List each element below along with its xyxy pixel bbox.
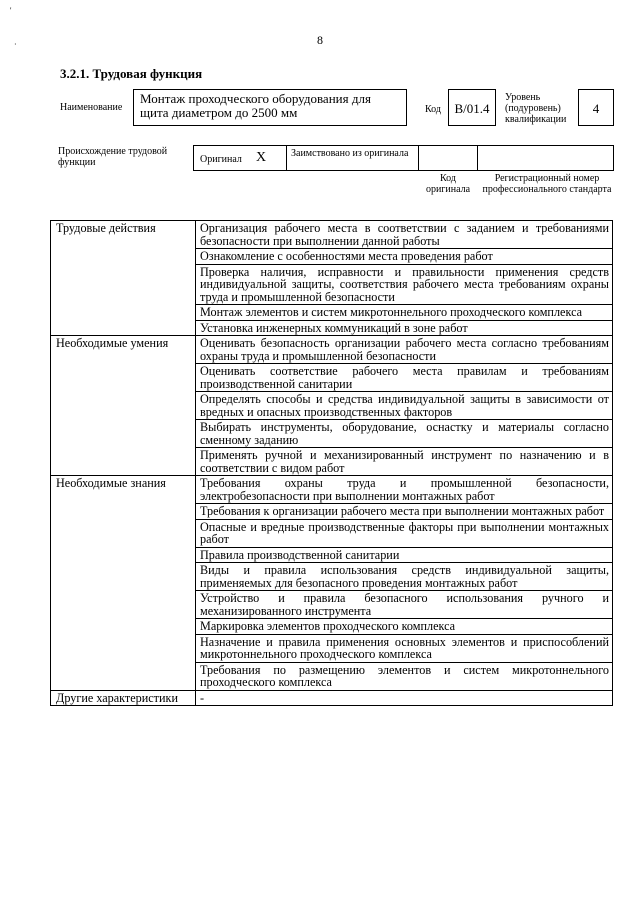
row-item: Требования охраны труда и промышленной безопасности, электробезопасности при выполнении монтажных работ bbox=[196, 476, 613, 504]
level-value: 4 bbox=[592, 101, 600, 116]
row-item: Оценивать безопасность организации рабочего места согласно требованиям охраны труда и промышленной безопасности bbox=[196, 336, 613, 364]
reg-number-caption: Регистрационный номер профессионального стандарта bbox=[482, 173, 612, 195]
row-item: Требования по размещению элементов и систем микротоннельного проходческого комплекса bbox=[196, 662, 613, 690]
level-label: Уровень (подуровень) квалификации bbox=[505, 92, 567, 125]
row-category: Необходимые умения bbox=[51, 336, 196, 476]
row-item: Определять способы и средства индивидуальной защиты в зависимости от вредных и опасных производственных факторов bbox=[196, 392, 613, 420]
code-value: B/01.4 bbox=[454, 101, 490, 116]
row-category: Необходимые знания bbox=[51, 476, 196, 691]
borrowed-label: Заимствовано из оригинала bbox=[291, 148, 409, 159]
row-item: Проверка наличия, исправности и правильности применения средств индивидуальной защиты, соответствия рабочего места требованиям охраны труда и промышленной безопасности bbox=[196, 264, 613, 305]
table-row bbox=[51, 476, 613, 504]
row-item: Выбирать инструменты, оборудование, оснастку и материалы согласно сменному заданию bbox=[196, 420, 613, 448]
scan-mark: · bbox=[14, 40, 17, 49]
origin-label: Происхождение трудовой функции bbox=[58, 146, 168, 168]
row-category: Другие характеристики bbox=[51, 690, 196, 706]
table-row bbox=[51, 336, 613, 364]
row-item: Правила производственной санитарии bbox=[196, 547, 613, 563]
row-item: Ознакомление с особенностями места проведения работ bbox=[196, 249, 613, 265]
row-item: Требования к организации рабочего места при выполнении монтажных работ bbox=[196, 504, 613, 520]
table-row bbox=[51, 221, 613, 249]
code-label: Код bbox=[425, 104, 441, 115]
row-item: Организация рабочего места в соответствии с заданием и требованиями безопасности при выполнении данной работы bbox=[196, 221, 613, 249]
code-value-box bbox=[448, 89, 496, 126]
row-item: Устройство и правила безопасного использования ручного и механизированного инструмента bbox=[196, 591, 613, 619]
section-title: 3.2.1. Трудовая функция bbox=[60, 66, 203, 81]
borrowed-cell bbox=[286, 145, 419, 171]
level-value-box bbox=[578, 89, 614, 126]
row-item: Виды и правила использования средств индивидуальной защиты, применяемых для безопасного проведения монтажных работ bbox=[196, 563, 613, 591]
name-value: Монтаж проходческого оборудования для щита диаметром до 2500 мм bbox=[140, 91, 371, 120]
row-item: Установка инженерных коммуникаций в зоне работ bbox=[196, 320, 613, 336]
row-item: Маркировка элементов проходческого комплекса bbox=[196, 619, 613, 635]
original-label: Оригинал bbox=[200, 154, 242, 165]
code-original-cell bbox=[418, 145, 478, 171]
table-row bbox=[51, 690, 613, 706]
row-item: Назначение и правила применения основных элементов и приспособлений микротоннельного проходческого комплекса bbox=[196, 634, 613, 662]
original-cell bbox=[193, 145, 287, 171]
row-category: Трудовые действия bbox=[51, 221, 196, 336]
scan-mark: ' bbox=[10, 6, 12, 15]
page-number: 8 bbox=[317, 33, 323, 47]
row-item: Опасные и вредные производственные факторы при выполнении монтажных работ bbox=[196, 519, 613, 547]
original-mark: X bbox=[256, 150, 267, 165]
row-item: Применять ручной и механизированный инструмент по назначению и в соответствии с видом работ bbox=[196, 448, 613, 476]
row-item: Оценивать соответствие рабочего места правилам и требованиям производственной санитарии bbox=[196, 364, 613, 392]
name-value-box bbox=[133, 89, 407, 126]
function-table bbox=[50, 220, 613, 706]
reg-number-cell bbox=[477, 145, 614, 171]
name-label: Наименование bbox=[60, 102, 123, 113]
code-original-caption: Код оригинала bbox=[425, 173, 471, 195]
row-item: Монтаж элементов и систем микротоннельного проходческого комплекса bbox=[196, 305, 613, 321]
row-item: - bbox=[196, 690, 613, 706]
